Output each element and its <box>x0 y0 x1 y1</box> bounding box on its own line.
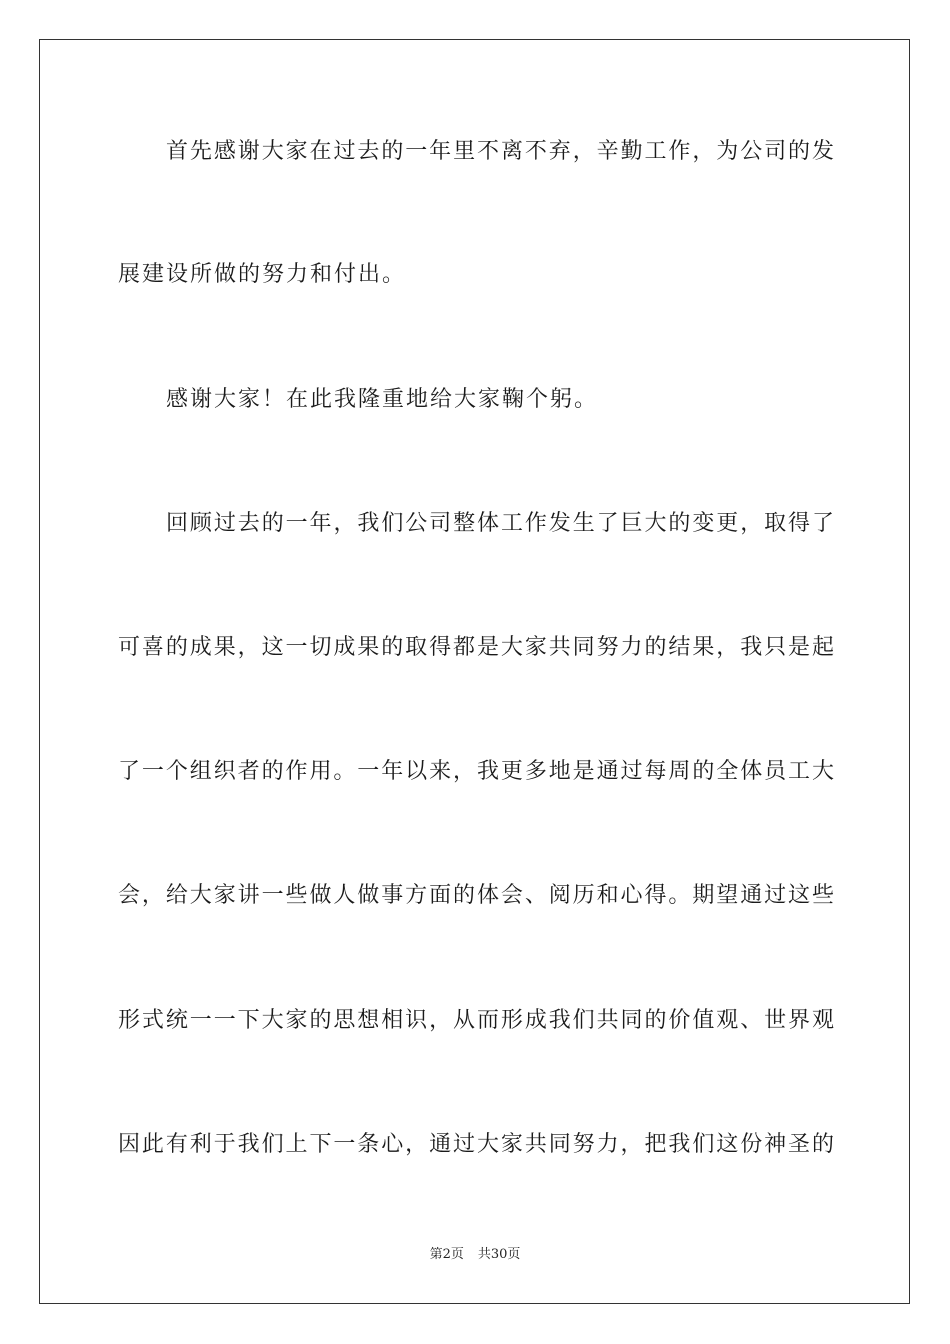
page-total: 共30页 <box>477 1247 521 1262</box>
paragraph-1-line-2: 展建设所做的努力和付出。 <box>118 262 407 287</box>
paragraph-3-line-6: 因此有利于我们上下一条心，通过大家共同努力，把我们这份神圣的 <box>118 1132 834 1157</box>
paragraph-3-line-1: 回顾过去的一年，我们公司整体工作发生了巨大的变更，取得了 <box>166 511 834 536</box>
page-frame <box>39 39 910 1304</box>
paragraph-2-line-1: 感谢大家！在此我隆重地给大家鞠个躬。 <box>166 387 599 412</box>
page-number: 第2页 <box>429 1247 464 1262</box>
paragraph-1-line-1: 首先感谢大家在过去的一年里不离不弃，辛勤工作，为公司的发 <box>166 139 834 164</box>
paragraph-3-line-5: 形式统一一下大家的思想相识，从而形成我们共同的价值观、世界观 <box>118 1008 834 1033</box>
page-footer <box>0 1246 950 1264</box>
paragraph-3-line-2: 可喜的成果，这一切成果的取得都是大家共同努力的结果，我只是起 <box>118 635 834 660</box>
paragraph-3-line-3: 了一个组织者的作用。一年以来，我更多地是通过每周的全体员工大 <box>118 759 834 784</box>
paragraph-3-line-4: 会，给大家讲一些做人做事方面的体会、阅历和心得。期望通过这些 <box>118 883 834 908</box>
